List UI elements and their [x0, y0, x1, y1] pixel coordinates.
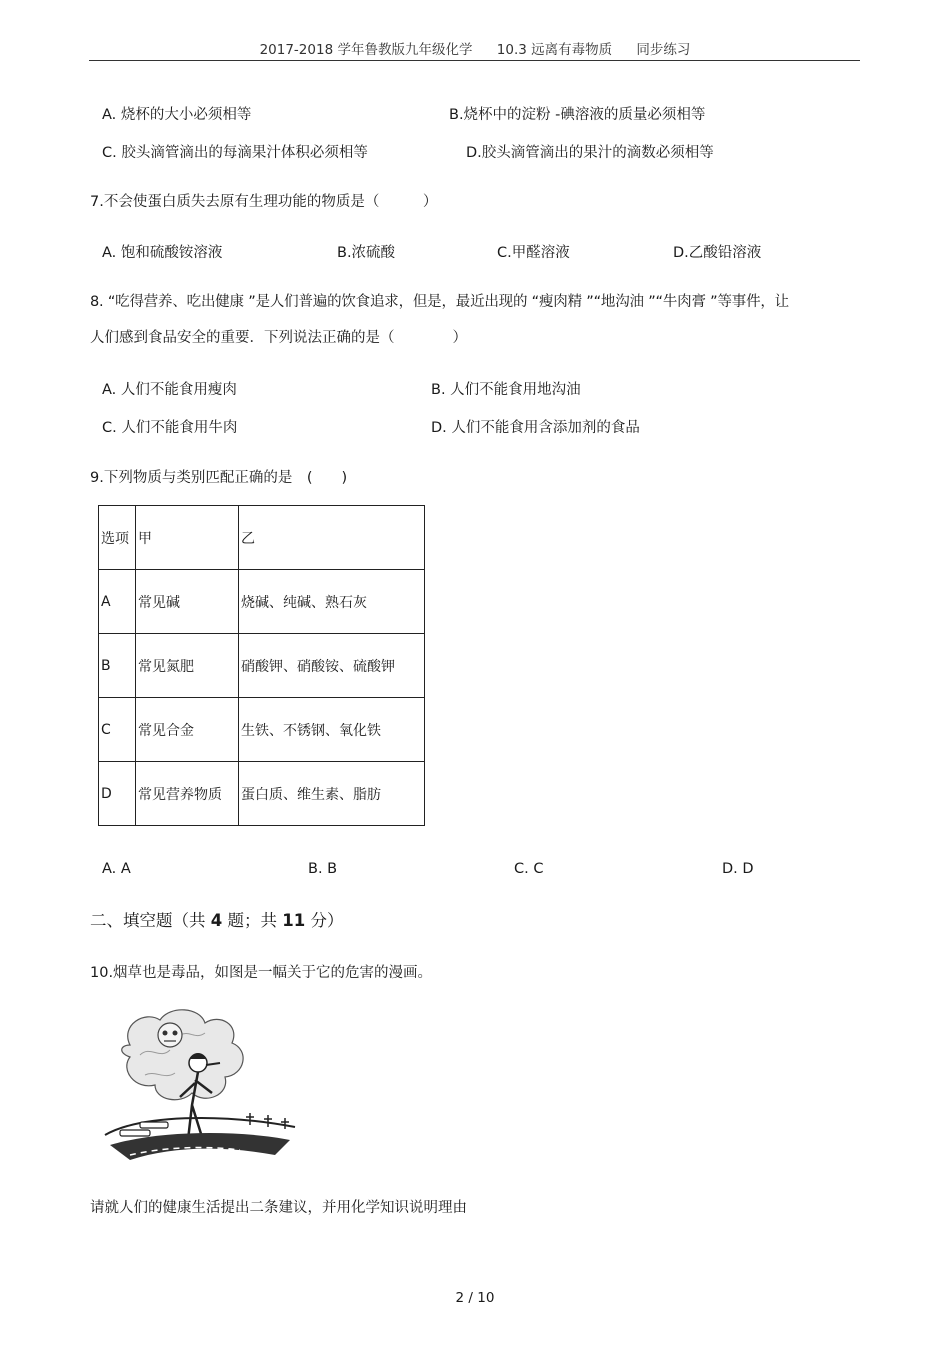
- q6-option-c: C. 胶头滴管滴出的每滴果汁体积必须相等: [102, 145, 368, 161]
- table-cell: C: [99, 698, 136, 762]
- q7-option-c: C.甲醛溶液: [497, 245, 570, 261]
- table-cell: 生铁、不锈钢、氧化铁: [239, 698, 425, 762]
- q6-option-d: D.胶头滴管滴出的果汁的滴数必须相等: [466, 145, 714, 161]
- table-cell: 常见碱: [136, 570, 239, 634]
- section-heading: [90, 907, 343, 931]
- q8-option-d: D. 人们不能食用含添加剂的食品: [431, 420, 640, 436]
- table-cell: B: [99, 634, 136, 698]
- header-type: 同步练习: [636, 42, 691, 58]
- q7-option-d: D.乙酸铅溶液: [673, 245, 762, 261]
- table-cell: D: [99, 762, 136, 826]
- q6-option-b: B.烧杯中的淀粉 -碘溶液的质量必须相等: [449, 107, 706, 123]
- q8-stem-line1: 8. “吃得营养、吃出健康 ”是人们普遍的饮食追求，但是，最近出现的 “瘦肉精 ”“地沟油 ”“牛肉膏 ”等事件，让: [90, 294, 789, 310]
- table-row: [99, 570, 425, 634]
- table-cell: 烧碱、纯碱、熟石灰: [239, 570, 425, 634]
- section-score: 11: [282, 911, 306, 930]
- q6-option-a: A. 烧杯的大小必须相等: [102, 107, 252, 123]
- q8-option-c: C. 人们不能食用牛肉: [102, 420, 238, 436]
- header-divider: [89, 60, 860, 61]
- section-mid: 题；共: [227, 911, 277, 930]
- smoking-cartoon-image: [100, 1005, 300, 1165]
- q9-option-b: B. B: [308, 861, 338, 877]
- table-row: [99, 634, 425, 698]
- table-cell: A: [99, 570, 136, 634]
- table-row: [99, 698, 425, 762]
- table-cell: 硝酸钾、硝酸铵、硫酸钾: [239, 634, 425, 698]
- page-number: 2 / 10: [455, 1290, 495, 1306]
- section-prefix: 二、填空题（共: [90, 911, 206, 930]
- table-row: [99, 762, 425, 826]
- table-header-row: [99, 506, 425, 570]
- section-suffix: 分）: [310, 911, 344, 930]
- table-cell: 常见营养物质: [136, 762, 239, 826]
- table-header-cell: 乙: [239, 506, 425, 570]
- q9-table: [98, 505, 425, 826]
- q9-stem: 9.下列物质与类别匹配正确的是 ( ): [90, 470, 348, 486]
- q8-stem-line2: 人们感到食品安全的重要．下列说法正确的是（ ）: [90, 330, 467, 346]
- page-header: [0, 38, 950, 58]
- header-lesson: 10.3 远离有毒物质: [496, 42, 613, 58]
- table-cell: 常见合金: [136, 698, 239, 762]
- header-course: 2017-2018 学年鲁教版九年级化学: [259, 42, 473, 58]
- q10-prompt: 请就人们的健康生活提出二条建议，并用化学知识说明理由: [90, 1200, 467, 1216]
- q7-option-b: B.浓硫酸: [337, 245, 396, 261]
- q9-option-a: A. A: [102, 861, 131, 877]
- table-cell: 蛋白质、维生素、脂肪: [239, 762, 425, 826]
- table-header-cell: 选项: [99, 506, 136, 570]
- table-header-cell: 甲: [136, 506, 239, 570]
- q9-option-d: D. D: [722, 861, 754, 877]
- q9-option-c: C. C: [514, 861, 544, 877]
- q8-option-b: B. 人们不能食用地沟油: [431, 382, 581, 398]
- q10-stem: 10.烟草也是毒品，如图是一幅关于它的危害的漫画。: [90, 965, 433, 981]
- q7-stem: 7.不会使蛋白质失去原有生理功能的物质是（ ）: [90, 194, 438, 210]
- section-count: 4: [210, 911, 223, 930]
- q7-option-a: A. 饱和硫酸铵溶液: [102, 245, 223, 261]
- table-cell: 常见氮肥: [136, 634, 239, 698]
- q8-option-a: A. 人们不能食用瘦肉: [102, 382, 237, 398]
